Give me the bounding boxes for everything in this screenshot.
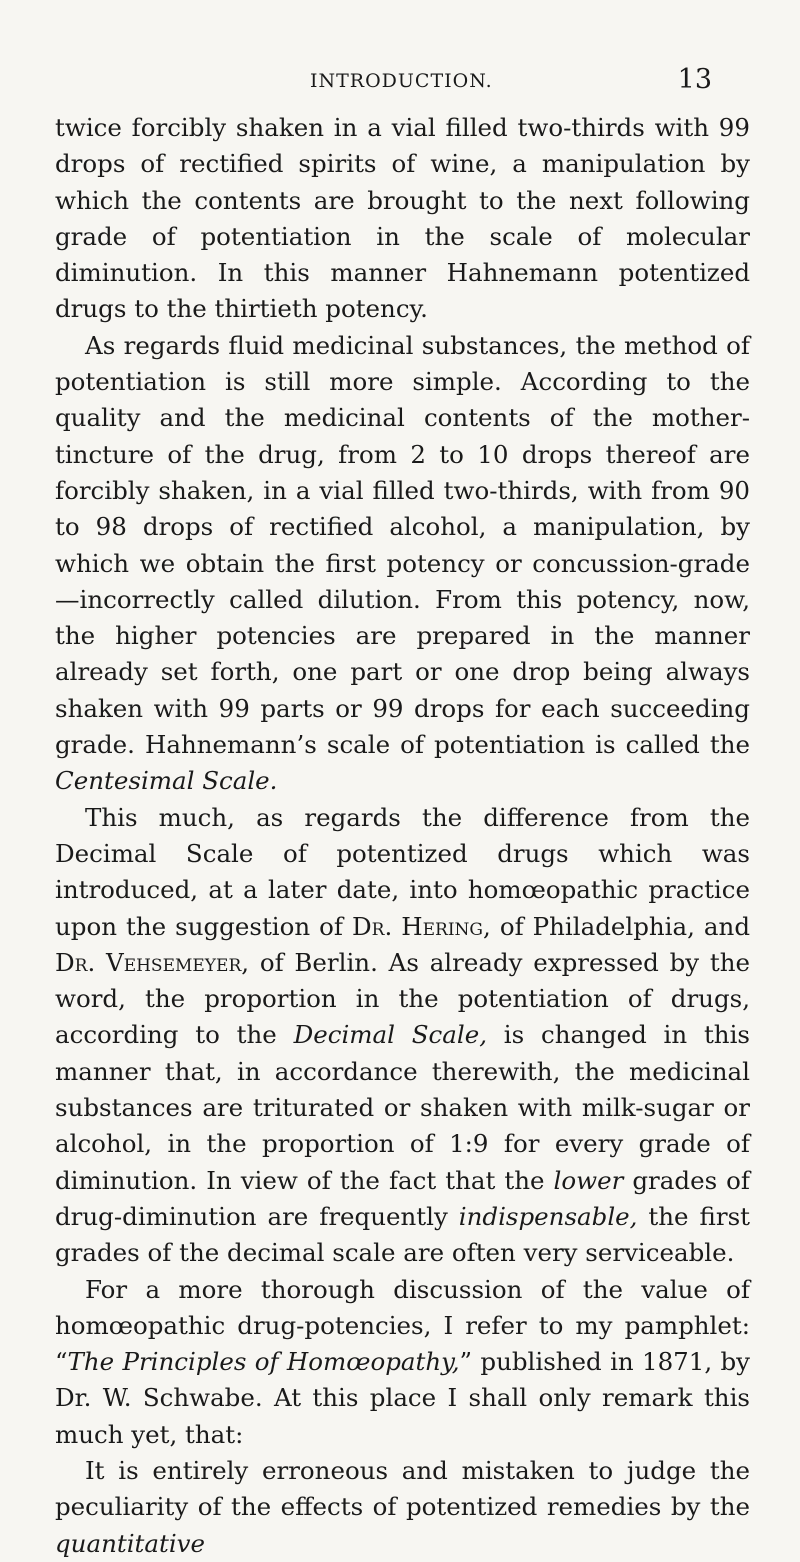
page-number: 13	[677, 64, 712, 95]
paragraph-5	[55, 1453, 750, 1562]
decimal-scale-term: Decimal Scale,	[293, 1020, 487, 1050]
paragraph-2	[55, 328, 750, 800]
paragraph-3-text-b: , of Philadelphia, and	[483, 911, 750, 941]
paragraph-4-text-a: For a more thorough discussion of the value of homœopathic drug-potencies, I refer to my pamphlet: “	[55, 1274, 750, 1377]
quantitative-term: quantitative	[55, 1528, 206, 1558]
running-title: INTRODUCTION.	[310, 70, 493, 92]
paragraph-4-text-b: ” published in 1871, by Dr. W. Schwabe. At this place I shall only remark this much yet, that:	[55, 1347, 750, 1449]
name-vehsemeyer: Dr. Vehsemeyer	[55, 947, 242, 977]
paragraph-1-text: twice forcibly shaken in a vial filled two-thirds with 99 drops of rectified spirits of wine, a manipulation by which the contents are brought to the next following grade of potentiation in the scale of molecular diminution. In this manner Hahnemann potentized drugs to the thirtieth potency.	[55, 113, 750, 324]
paragraph-2-text: As regards fluid medicinal substances, the method of potentiation is still more simple. According to the quality and the medicinal contents of the mother-tincture of the drug, from 2 to 10 drops thereof are forcibly shaken, in a vial filled two-thirds, with from 90 to 98 drops of rectified alcohol, a manipulation, by which we obtain the first potency or concussion-grade—incorrectly called dilution. From this potency, now, the higher potencies are prepared in the manner already set forth, one part or one drop being always shaken with 99 parts or 99 drops for each succeeding grade. Hahnemann’s scale of potentiation is called the	[55, 330, 750, 760]
name-hering: Dr. Hering	[352, 911, 484, 941]
lower-term: lower	[553, 1165, 624, 1195]
paragraph-3-text-c: , of Berlin. As already expressed by the word, the proportion in the potentiation of drugs, according to the	[55, 947, 750, 1050]
running-head	[0, 62, 800, 102]
paragraph-1	[55, 110, 750, 328]
paragraph-5-text: It is entirely erroneous and mistaken to judge the peculiarity of the effects of potentized remedies by the	[55, 1455, 750, 1522]
indispensable-term: indispensable,	[458, 1201, 638, 1231]
paragraph-3-text-f: the first grades of the decimal scale are often very serviceable.	[55, 1201, 751, 1268]
pamphlet-title: The Principles of Homœopathy,	[67, 1347, 460, 1377]
paragraph-4	[55, 1272, 750, 1453]
paragraph-3-text-d: is changed in this manner that, in accordance therewith, the medicinal substances are triturated or shaken with milk-sugar or alcohol, in the proportion of 1:9 for every grade of diminution. In view of the fact that the	[55, 1020, 750, 1195]
paragraph-3-text-e: grades of drug-diminution are frequently	[55, 1165, 751, 1231]
paragraph-3	[55, 800, 750, 1272]
body-text	[55, 110, 750, 1562]
centesimal-scale-term: Centesimal Scale.	[55, 766, 278, 796]
paragraph-3-text-a: This much, as regards the difference from the Decimal Scale of potentized drugs which was introduced, at a later date, into homœopathic practice upon the suggestion of	[55, 802, 750, 941]
